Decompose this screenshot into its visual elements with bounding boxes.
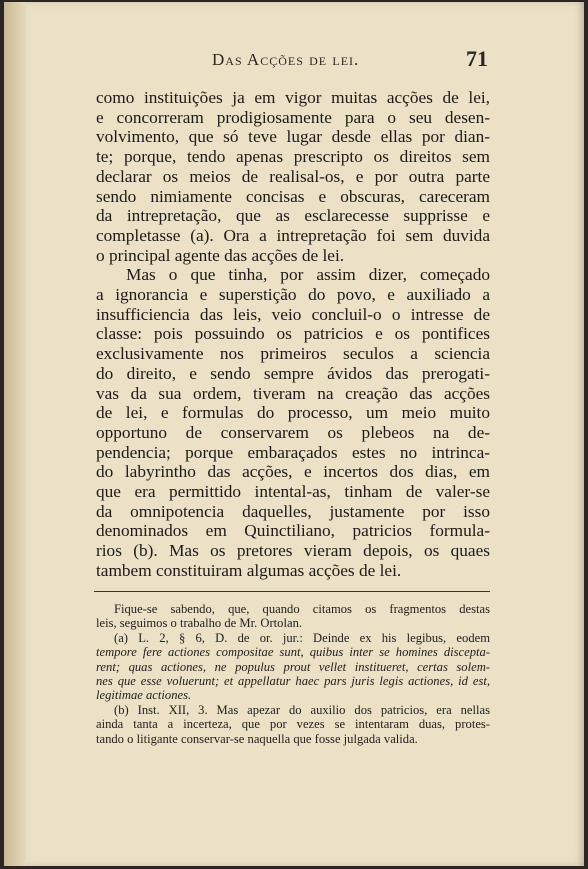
body-line: volvimento, que só teve lugar desde ellas por dian- [96,127,490,147]
body-line: Mas o que tinha, por assim dizer, começado [126,265,490,285]
body-line: pendencia; porque embaraçados estes no intrinca- [96,442,490,462]
footnote-line: tando o litigante conservar-se naquella que fosse julgada valida. [96,731,418,746]
body-line: que era permittido intental-as, tinham de valer-se [96,482,490,502]
body-line: completasse (a). Ora a intrepretação foi sem duvida [96,225,490,245]
body-line: vas da sua ordem, tiveram na creação das acções [96,383,490,403]
body-line: sendo nimiamente concisas e obscuras, careceram [96,186,490,206]
body-line: da omnipotencia daquelles, justamente por isso [96,501,490,521]
footnote-line: ainda tanta a incerteza, que por vezes se intentaram duas, protes- [96,717,490,732]
body-line: opportuno de conservarem os plebeos na de- [96,422,490,442]
body-text [96,88,490,581]
footnote-line: Fique-se sabendo, que, quando citamos os fragmentos destas [114,602,490,616]
footnote-line: (b) Inst. XII, 3. Mas apezar do auxilio dos patricios, era nellas [114,702,490,717]
body-line: exclusivamente nos primeiros seculos a sciencia [96,344,490,364]
footnote-line: (a) L. 2, § 6, D. de or. jur.: Deinde ex his legibus, eodem [114,630,490,645]
body-line: te; porque, tendo apenas prescripto os direitos sem [96,147,490,167]
body-line: da intrepretação, que as esclarecesse supprisse e [96,206,490,226]
body-line: do labyrintho das acções, e incertos dos dias, em [96,462,490,482]
page-number: 71 [466,46,488,71]
body-line: do direito, e sendo sempre ávidos das prerogati- [96,363,490,383]
footnote-rule [94,591,490,592]
footnote-line: leis, seguimos o trabalho de Mr. Ortolan. [96,616,303,631]
running-head-title: Das Acções de lei. [212,50,360,69]
body-line: como instituições ja em vigor muitas acções de lei, [96,88,490,107]
book-page [4,2,584,866]
body-line: rios (b). Mas os pretores vieram depois, os quaes [96,541,490,561]
footnote-line: rent; quas actiones, ne populus prout vellet institueret, certas solem- [96,659,490,674]
body-line: a ignorancia e superstição do povo, e auxiliado a [96,285,490,305]
body-line: classe: pois possuindo os patricios e os pontifices [96,324,490,344]
body-line: insufficiencia das leis, veio concluil-o o intresse de [96,304,490,324]
footnotes [96,602,490,746]
running-head [202,46,492,72]
body-line: denominados em Quinctiliano, patricios formula- [96,521,490,541]
page-gutter [4,2,26,866]
footnote-line: nes que esse voluerunt; et appellatur haec pars juris legis actiones, id est, [96,674,490,689]
body-line: de lei, e formulas do processo, um meio muito [96,403,490,423]
body-line: o principal agente das acções de lei. [96,245,345,265]
footnote-line: legitimae actiones. [96,688,192,703]
body-line: declarar os meios de realisal-os, e por outra parte [96,166,490,186]
footnote-line: tempore fere actiones compositae sunt, quibus inter se homines discepta- [96,645,490,660]
body-line: tambem constituiram algumas acções de lei. [96,560,402,580]
body-line: e concorreram prodigiosamente para o seu desen- [96,107,490,127]
